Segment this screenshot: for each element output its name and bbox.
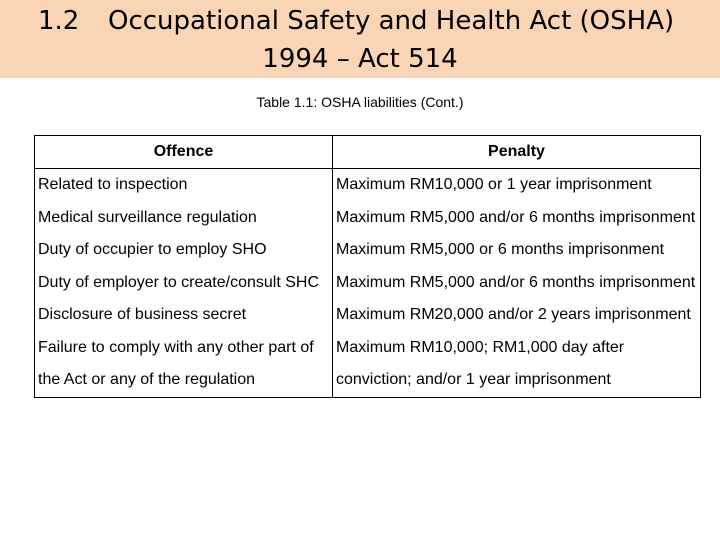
title-line-1: Occupational Safety and Health Act (OSHA) [108,6,675,36]
penalty-cell: Maximum RM5,000 or 6 months imprisonment [333,234,701,267]
penalty-cell: Maximum RM10,000 or 1 year imprisonment [333,169,701,202]
column-header-offence: Offence [35,136,333,169]
penalty-cell: Maximum RM5,000 and/or 6 months imprisonment [333,267,701,300]
table-row [35,169,701,202]
offence-cell: Duty of occupier to employ SHO [38,241,267,258]
offence-cell: Related to inspection [38,176,188,193]
table-row [35,332,701,398]
offence-cell: Duty of employer to create/consult SHC [38,273,320,291]
column-header-penalty: Penalty [333,136,701,169]
section-number: 1.2 [38,6,80,36]
table-row [35,299,701,332]
table-row [35,234,701,267]
table-row [35,267,701,300]
liabilities-table [34,135,701,398]
offence-cell: Medical surveillance regulation [38,208,257,226]
penalty-cell: Maximum RM20,000 and/or 2 years imprisonment [333,299,701,332]
title-line-2: 1994 – Act 514 [262,44,458,74]
offence-cell: Disclosure of business secret [38,306,247,323]
table-header-row [35,136,701,169]
table-caption: Table 1.1: OSHA liabilities (Cont.) [256,94,464,110]
penalty-cell: Maximum RM5,000 and/or 6 months imprisonment [333,202,701,235]
title-band [0,0,720,78]
page-title [38,6,674,36]
table-row [35,202,701,235]
offence-cell: Failure to comply with any other part of the Act or any of the regulation [35,332,333,398]
penalty-cell: Maximum RM10,000; RM1,000 day after conviction; and/or 1 year imprisonment [333,332,701,398]
